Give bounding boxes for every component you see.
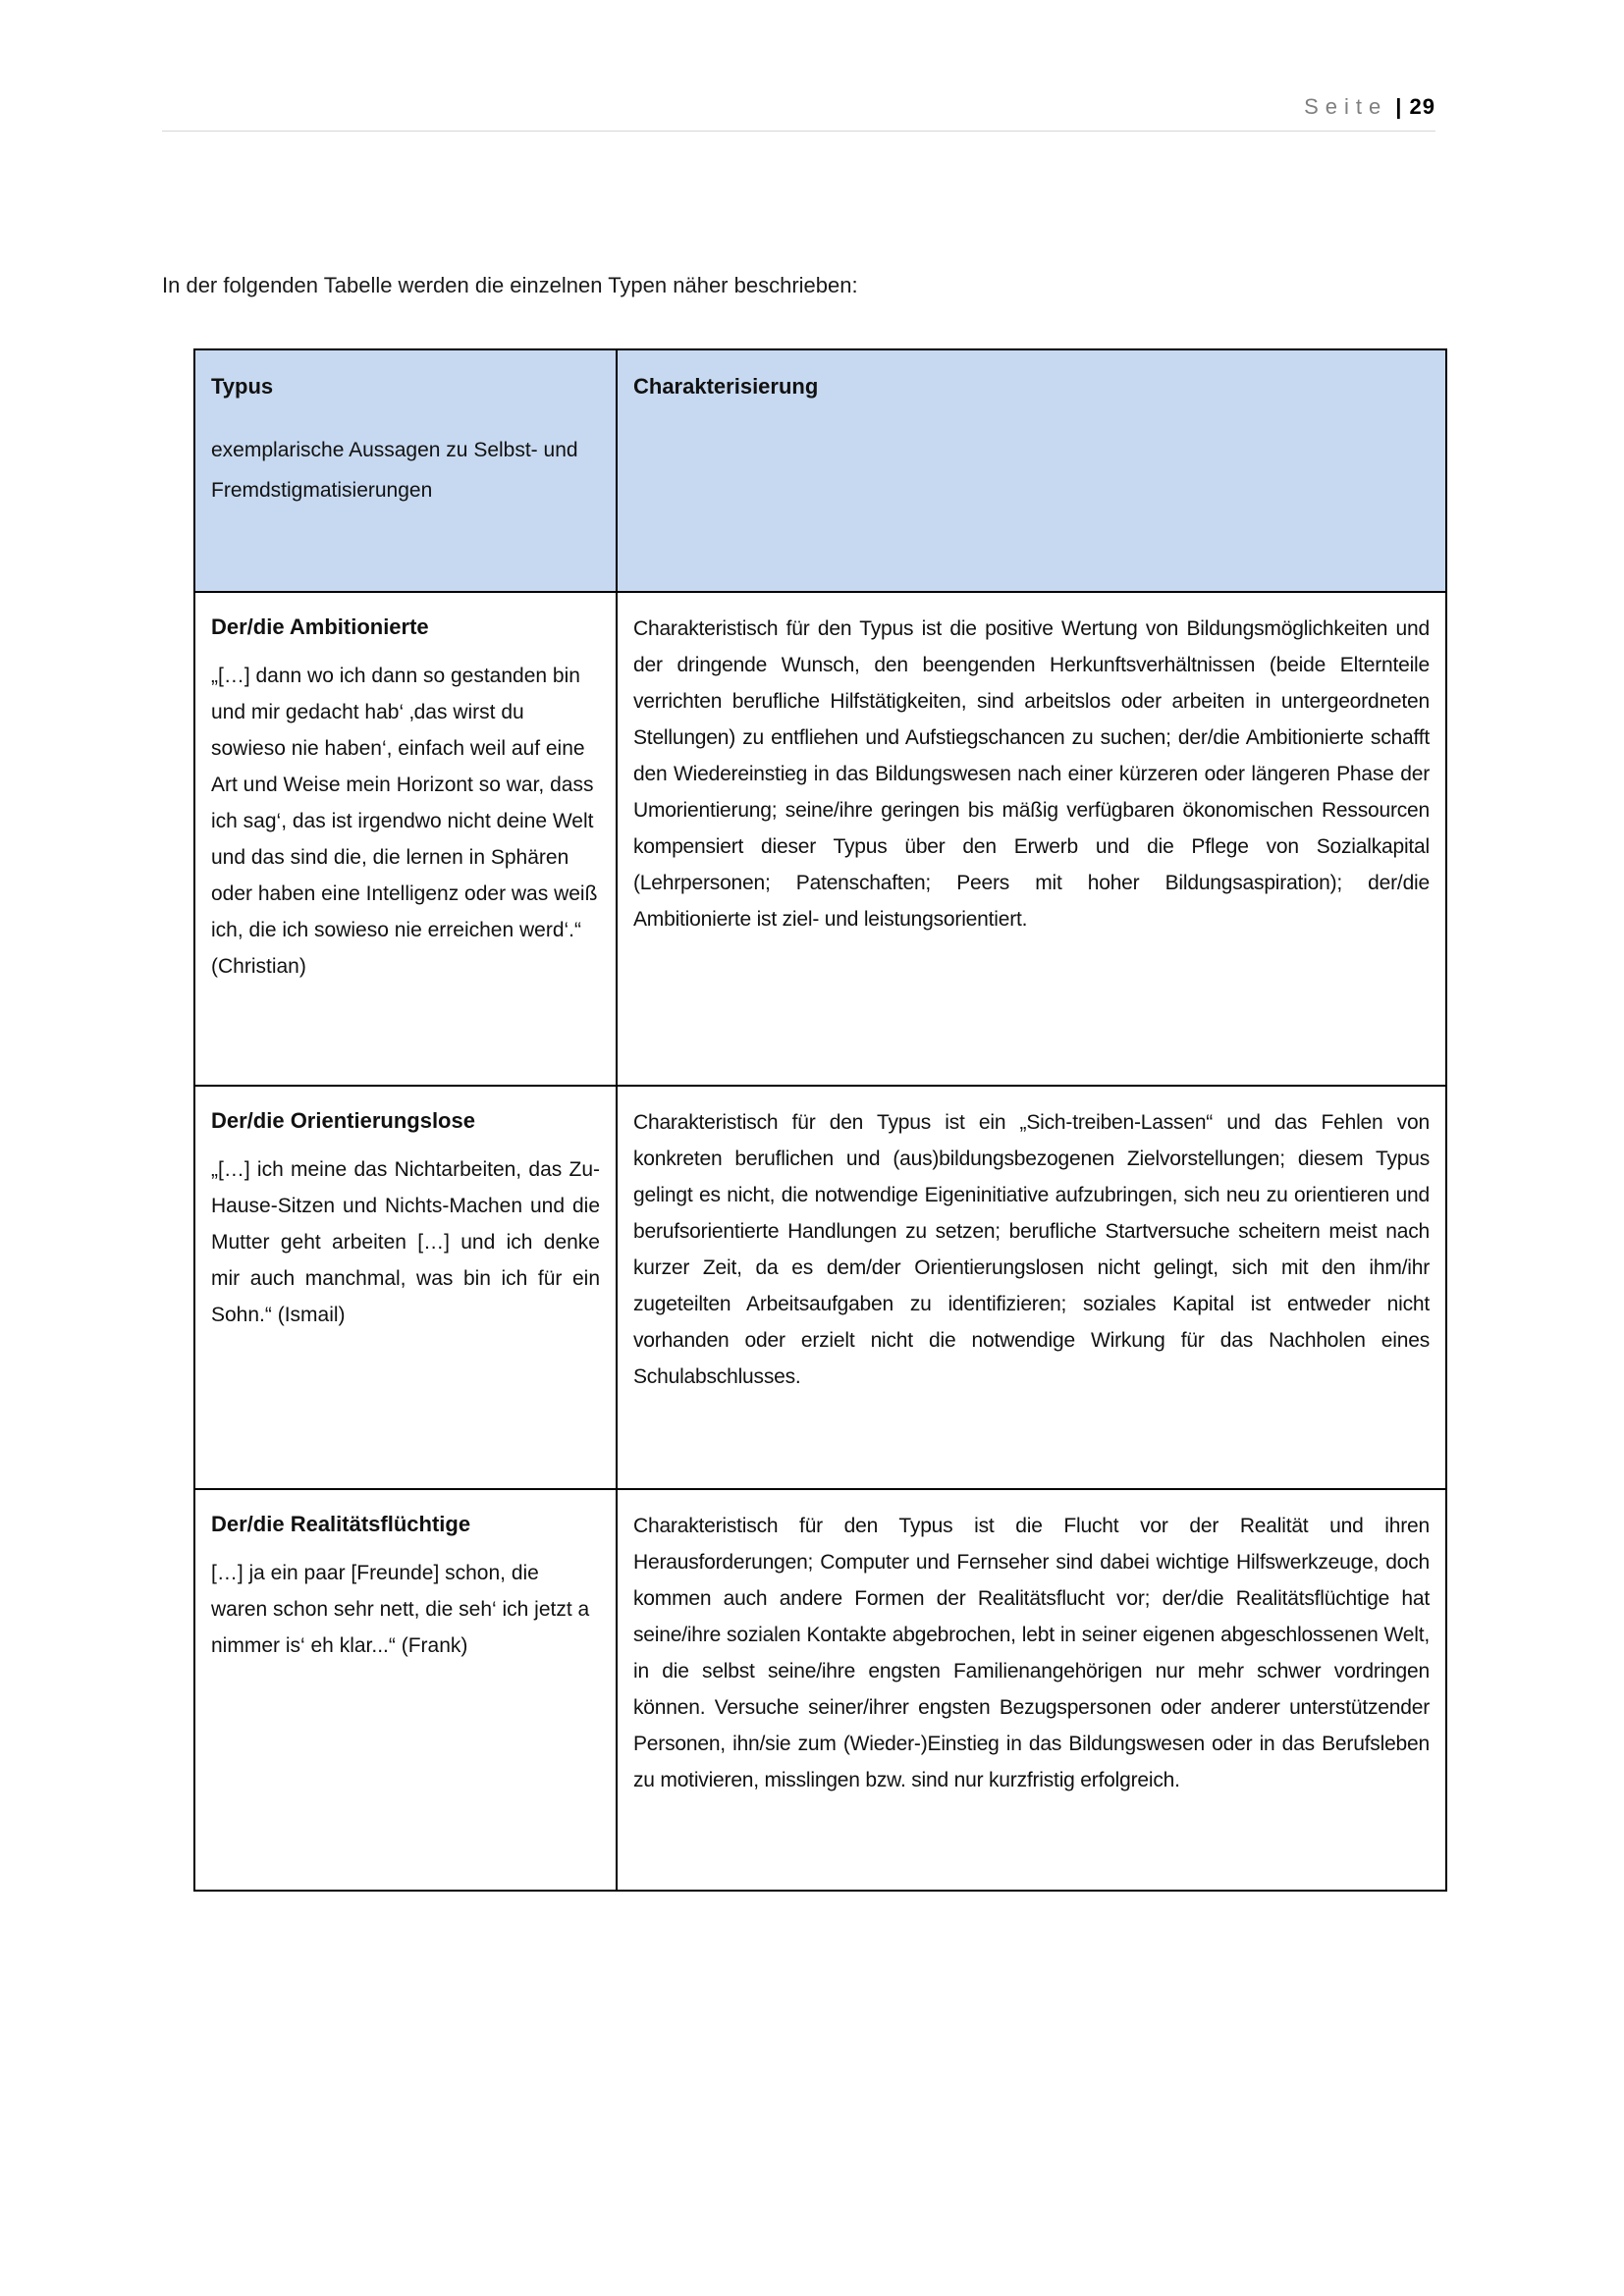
typus-cell-realitaetsfluechtige: [194, 1489, 617, 1891]
header-cell-charakterisierung: [617, 349, 1446, 592]
type-quote: „[…] dann wo ich dann so gestanden bin und mir gedacht hab‘ ‚das wirst du sowieso nie haben‘, einfach weil auf eine Art und Weise mein Horizont so war, dass ich sag‘, das ist irgendwo nicht deine Welt und das sind die, die lernen in Sphären oder haben eine Intelligenz oder was weiß ich, die ich sowieso nie erreichen werd‘.“ (Christian): [211, 665, 598, 978]
typus-cell-ambitionierte: [194, 592, 617, 1086]
characterization-text: Charakteristisch für den Typus ist die Flucht vor der Realität und ihren Herausforderungen; Computer und Fernseher sind dabei wichtige Hilfswerkzeuge, doch kommen auch andere Formen der Realitätsflucht vor; der/die Realitätsflüchtige hat seine/ihre sozialen Kontakte abgebrochen, lebt in seiner eigenen abgeschlossenen Welt, in die selbst seine/ihre engsten Familienangehörigen nur mehr schwer vordringen können. Versuche seiner/ihrer engsten Bezugspersonen oder anderer unterstützender Personen, ihn/sie zum (Wieder-)Einstieg in das Bildungswesen oder in das Berufsleben zu motivieren, misslingen bzw. sind nur kurzfristig erfolgreich.: [633, 1515, 1430, 1791]
intro-text: In der folgenden Tabelle werden die einzelnen Typen näher beschrieben:: [162, 273, 858, 297]
characterization-cell: [617, 1086, 1446, 1489]
page-number: | 29: [1395, 94, 1435, 119]
type-quote: […] ja ein paar [Freunde] schon, die waren schon sehr nett, die seh‘ ich jetzt a nimmer is‘ eh klar...“ (Frank): [211, 1562, 590, 1657]
table-row: [194, 592, 1446, 1086]
page-header-label: Seite: [1304, 94, 1388, 119]
header-cell-typus: [194, 349, 617, 592]
type-name: Der/die Orientierungslose: [211, 1108, 475, 1133]
table-row: [194, 1086, 1446, 1489]
table-row: [194, 1489, 1446, 1891]
table-header-row: [194, 349, 1446, 592]
type-name: Der/die Realitätsflüchtige: [211, 1512, 471, 1536]
characterization-cell: [617, 1489, 1446, 1891]
characterization-cell: [617, 592, 1446, 1086]
type-quote: „[…] ich meine das Nichtarbeiten, das Zu-Hause-Sitzen und Nichts-Machen und die Mutter geht arbeiten […] und ich denke mir auch manchmal, was bin ich für ein Sohn.“ (Ismail): [211, 1158, 600, 1326]
type-name: Der/die Ambitionierte: [211, 614, 429, 639]
types-table: [193, 348, 1447, 1892]
characterization-text: Charakteristisch für den Typus ist die positive Wertung von Bildungsmöglichkeiten und der dringende Wunsch, den beengenden Herkunftsverhältnissen (beide Elternteile verrichten berufliche Hilfstätigkeiten, sind arbeitslos oder arbeiten in untergeordneten Stellungen) zu entfliehen und Aufstiegschancen zu suchen; der/die Ambitionierte schafft den Wiedereinstieg in das Bildungswesen nach einer kürzeren oder längeren Phase der Umorientierung; seine/ihre geringen bis mäßig verfügbaren ökonomischen Ressourcen kompensiert dieser Typus über den Erwerb und die Pflege von Sozialkapital (Lehrpersonen; Patenschaften; Peers mit hoher Bildungsaspiration); der/die Ambitionierte ist ziel- und leistungsorientiert.: [633, 617, 1430, 931]
column-title-charakterisierung: Charakterisierung: [633, 374, 819, 399]
characterization-text: Charakteristisch für den Typus ist ein „Sich-treiben-Lassen“ und das Fehlen von konkreten beruflichen und (aus)bildungsbezogenen Zielvorstellungen; diesem Typus gelingt es nicht, die notwendige Eigeninitiative aufzubringen, sich neu zu orientieren und berufsorientierte Handlungen zu setzen; berufliche Startversuche scheitern meist nach kurzer Zeit, da es dem/der Orientierungslosen nicht gelingt, sich mit den ihm/ihr zugeteilten Arbeitsaufgaben zu identifizieren; soziales Kapital ist entweder nicht vorhanden oder erzielt nicht die notwendige Wirkung für das Nachholen eines Schulabschlusses.: [633, 1111, 1430, 1388]
header-divider: [162, 131, 1435, 132]
page-header: [162, 94, 1435, 120]
typus-cell-orientierungslose: [194, 1086, 617, 1489]
column-subtitle-typus: exemplarische Aussagen zu Selbst- und Fremdstigmatisierungen: [211, 439, 578, 502]
column-title-typus: Typus: [211, 374, 274, 399]
